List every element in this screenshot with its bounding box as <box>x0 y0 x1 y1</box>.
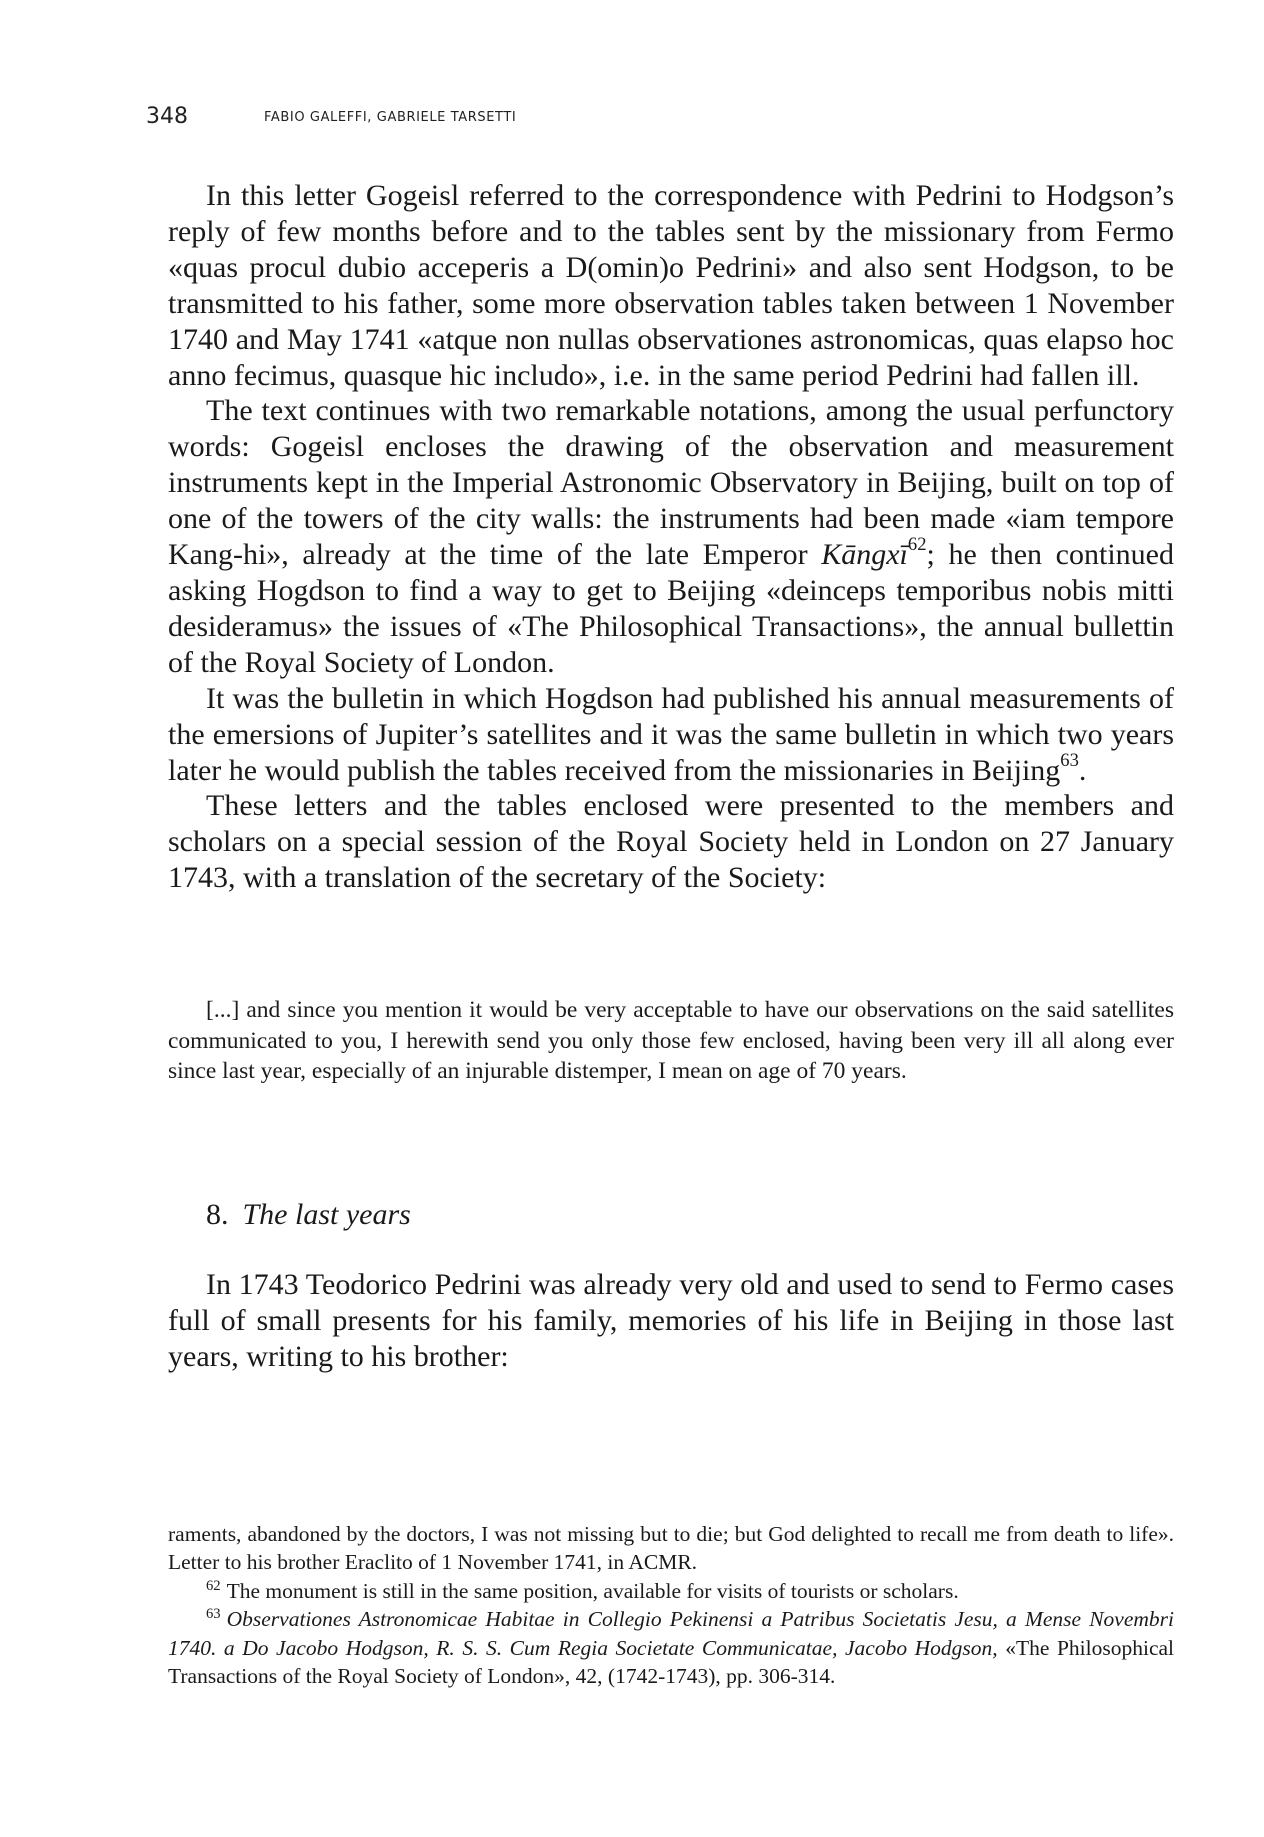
footnote-62 <box>168 1577 1174 1605</box>
paragraph-1: In this letter Gogeisl referred to the correspondence with Pedrini to Hodgson’s reply of few months before and to the tables sent by the missionary from Fermo «quas procul dubio acceperis a D(omin)o Pedrini» and also sent Hodgson, to be transmitted to his father, some more observation tables taken between 1 November 1740 and May 1741 «atque non nullas observationes astronomicas, quas elapso hoc anno fecimus, quasque hic includo», i.e. in the same period Pedrini had fallen ill. <box>168 179 1174 392</box>
block-quote <box>168 995 1174 1087</box>
footnote-ref-63[interactable]: 63 <box>1060 749 1079 771</box>
paragraph-3 <box>168 681 1174 789</box>
footnote-continued: raments, abandoned by the doctors, I was not missing but to die; but God delighted to recall me from death to life». Letter to his brother Eraclito of 1 November 1741, in ACMR. <box>168 1522 1174 1575</box>
paragraph-2-text-b: ; he then continued asking Hogdson to find a way to get to Beijing «deinceps temporibus nobis mitti desideramus» the issues of «The Philosophical Transactions», the annual bullettin of the Royal Society of London. <box>168 538 1174 679</box>
page-number: 348 <box>146 104 188 129</box>
footnote-62-text: The monument is still in the same position, available for visits of tourists or scholars. <box>226 1578 959 1603</box>
paragraph-2-text-a: The text continues with two remarkable notations, among the usual perfunctory words: Gogeisl encloses the drawing of the observation and measurement instruments kept in the Imperial Astronomic Observatory in Beijing, built on top of one of the towers of the city walls: the instruments had been made «iam tempore Kang-hi», already at the time of the late Emperor <box>168 394 1174 572</box>
block-quote-text: [...] and since you mention it would be very acceptable to have our observations on the said satellites communicated to you, I herewith send you only those few enclosed, having been very ill all along ever since last year, especially of an injurable distemper, I mean on age of 70 years. <box>168 997 1174 1084</box>
section-number: 8. <box>206 1198 229 1231</box>
running-head-authors: FABIO GALEFFI, GABRIELE TARSETTI <box>264 110 517 125</box>
paragraph-3-text-b: . <box>1078 753 1087 787</box>
section-heading <box>206 1198 411 1232</box>
footnote-63 <box>168 1605 1174 1690</box>
paragraph-2 <box>168 393 1174 680</box>
footnote-62-number: 62 <box>206 1577 221 1594</box>
section-paragraph: In 1743 Teodorico Pedrini was already very old and used to send to Fermo cases full of small presents for his family, memories of his life in Beijing in those last years, writing to his brother: <box>168 1268 1174 1373</box>
footnotes <box>168 1520 1174 1690</box>
section-title: The last years <box>242 1198 411 1231</box>
footnote-63-text: «The Philosophical Transactions of the Royal Society of London», 42, (1742-1743), pp. 306-314. <box>168 1635 1175 1689</box>
footnote-ref-62[interactable]: 62 <box>907 534 927 556</box>
section-body <box>168 1267 1174 1375</box>
running-head <box>146 104 1046 134</box>
footnote-63-number: 63 <box>206 1606 221 1623</box>
paragraph-3-text-a: It was the bulletin in which Hogdson had published his annual measurements of the emersions of Jupiter’s satellites and it was the same bulletin in which two years later he would publish the tables received from the missionaries in Beijing <box>168 681 1174 787</box>
emperor-name: Kāngxī <box>821 538 908 572</box>
paragraph-4: These letters and the tables enclosed were presented to the members and scholars on a special session of the Royal Society held in London on 27 January 1743, with a translation of the secretary of the Society: <box>168 789 1174 895</box>
footnote-63-italic: Observationes Astronomicae Habitae in Collegio Pekinensi a Patribus Societatis Jesu, a Mense Novembri 1740. a Do Jacobo Hodgson, R. S. S. Cum Regia Societate Communicatae, Jacobo Hodgson, <box>168 1607 1174 1660</box>
main-text <box>168 178 1174 896</box>
